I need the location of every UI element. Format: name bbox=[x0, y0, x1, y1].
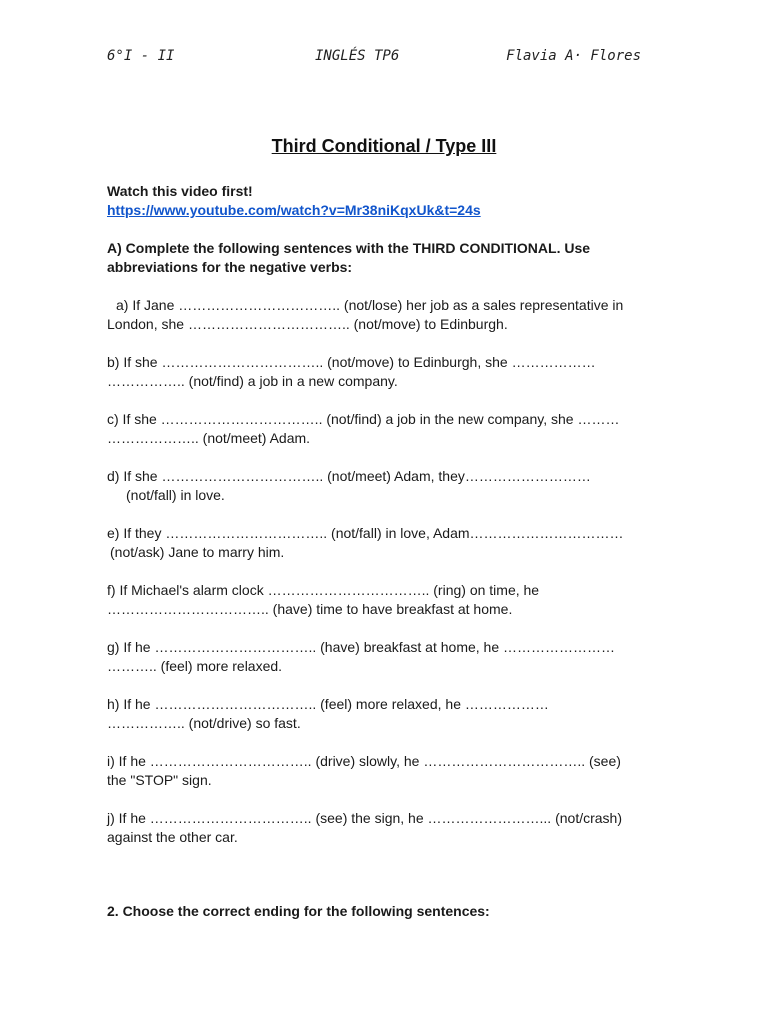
exercise-item-a bbox=[107, 296, 663, 334]
student-name: Flavia A· Flores bbox=[506, 48, 641, 64]
page-header bbox=[107, 48, 641, 70]
exercise-item-line: London, she …………………………….. (not/move) to Edinburgh. bbox=[107, 316, 508, 332]
exercise-item-line: h) If he …………………………….. (feel) more relaxed, he ……………… bbox=[107, 696, 549, 712]
exercise-item-e bbox=[107, 524, 663, 562]
exercise-item-line: ……….. (feel) more relaxed. bbox=[107, 658, 283, 674]
section-a-instruction-line1: A) Complete the following sentences with the THIRD CONDITIONAL. Use bbox=[107, 240, 591, 256]
exercise-item-line: (not/ask) Jane to marry him. bbox=[110, 544, 285, 560]
worksheet-content bbox=[107, 182, 663, 847]
exercise-item-line: against the other car. bbox=[107, 829, 238, 845]
exercise-item-line: ……………….. (not/meet) Adam. bbox=[107, 430, 311, 446]
section-a-instruction bbox=[107, 239, 663, 277]
exercise-item-line: a) If Jane …………………………….. (not/lose) her job as a sales representative in bbox=[116, 297, 624, 313]
exercise-item-b bbox=[107, 353, 663, 391]
exercise-item-line: d) If she …………………………….. (not/meet) Adam, they……………………… bbox=[107, 468, 591, 484]
exercise-item-h bbox=[107, 695, 663, 733]
exercise-item-line: f) If Michael's alarm clock …………………………….. (ring) on time, he bbox=[107, 582, 540, 598]
exercise-item-line: …………….. (not/drive) so fast. bbox=[107, 715, 301, 731]
exercise-item-i bbox=[107, 752, 663, 790]
exercise-item-j bbox=[107, 809, 663, 847]
exercise-item-line: i) If he …………………………….. (drive) slowly, he …………………………….. (see) bbox=[107, 753, 621, 769]
exercise-item-line: …………….. (not/find) a job in a new company. bbox=[107, 373, 398, 389]
exercise-item-f bbox=[107, 581, 663, 619]
exercise-item-line: the "STOP" sign. bbox=[107, 772, 212, 788]
exercise-item-line: …………………………….. (have) time to have breakfast at home. bbox=[107, 601, 513, 617]
page-title: Third Conditional / Type III bbox=[271, 136, 497, 156]
section-a-instruction-line2: abbreviations for the negative verbs: bbox=[107, 259, 353, 275]
exercise-item-line: j) If he …………………………….. (see) the sign, he ……………………... (not/crash) bbox=[107, 810, 622, 826]
exercise-item-line: g) If he …………………………….. (have) breakfast at home, he …………………… bbox=[107, 639, 616, 655]
exercise-item-g bbox=[107, 638, 663, 676]
section-2-instruction: 2. Choose the correct ending for the following sentences: bbox=[107, 903, 490, 919]
exercise-item-c bbox=[107, 410, 663, 448]
exercise-item-d bbox=[107, 467, 663, 505]
exercise-item-line: c) If she …………………………….. (not/find) a job in the new company, she ……… bbox=[107, 411, 620, 427]
exercise-item-line: e) If they …………………………….. (not/fall) in love, Adam…………………………… bbox=[107, 525, 624, 541]
exercise-item-line: b) If she …………………………….. (not/move) to Edinburgh, she ……………… bbox=[107, 354, 596, 370]
video-link[interactable]: https://www.youtube.com/watch?v=Mr38niKqxUk&t=24s bbox=[107, 202, 481, 218]
class-code: 6°I - II bbox=[107, 48, 175, 64]
watch-video-label: Watch this video first! bbox=[107, 183, 253, 199]
exercise-item-line: (not/fall) in love. bbox=[126, 487, 225, 503]
subject-label: INGLÉS TP6 bbox=[315, 48, 400, 64]
